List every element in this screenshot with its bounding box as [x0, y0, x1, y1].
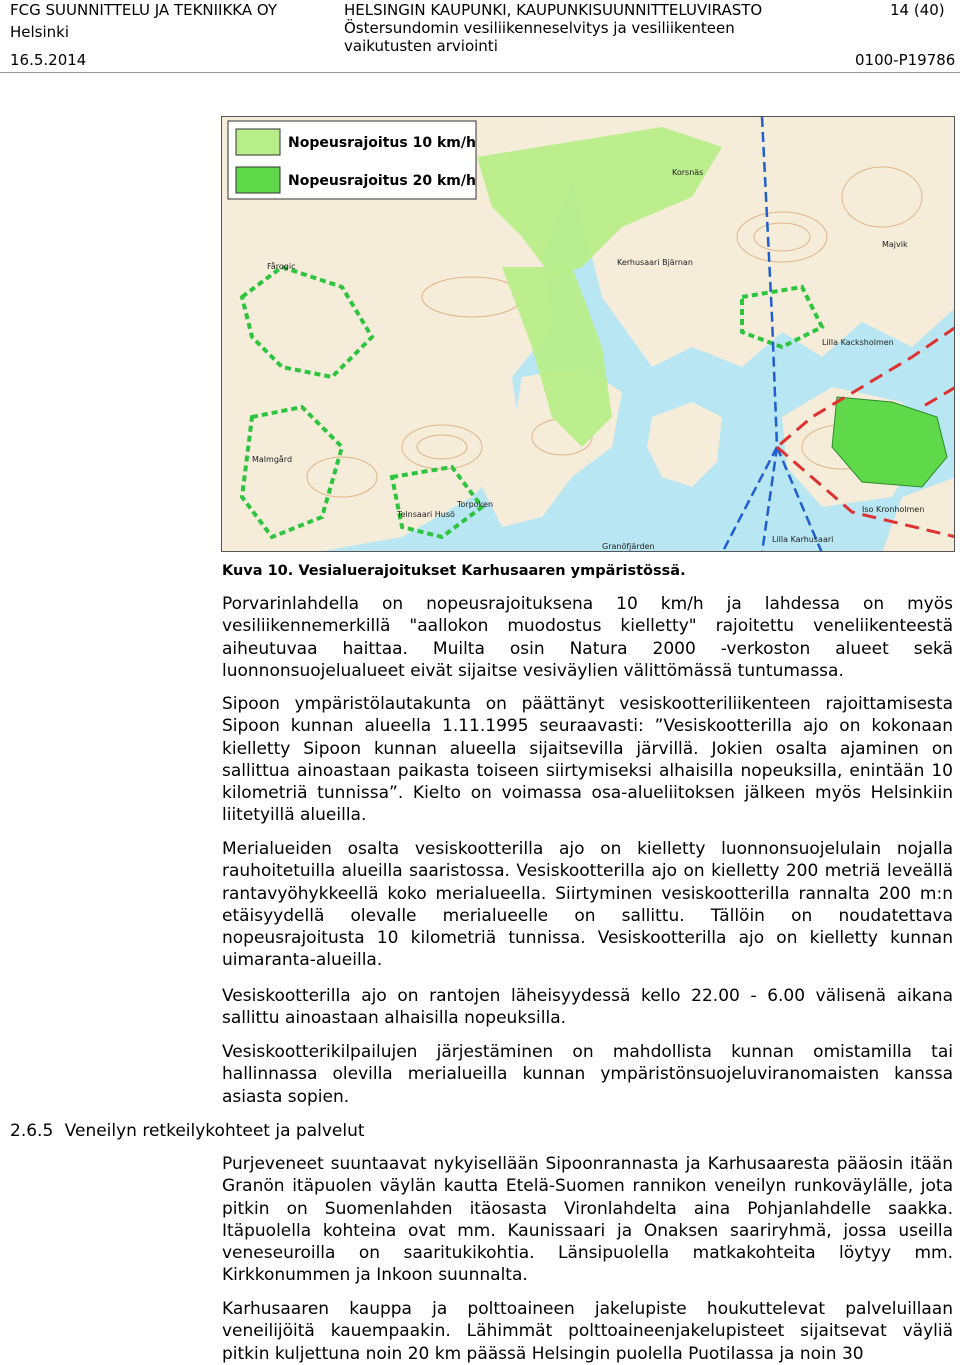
place-label: Granöfjärden [602, 542, 655, 551]
legend-label-10kmh: Nopeusrajoitus 10 km/h [288, 135, 476, 151]
legend-label-20kmh: Nopeusrajoitus 20 km/h [288, 173, 476, 189]
place-label: Telnsaari Husö [397, 510, 455, 519]
paragraph: Porvarinlahdella on nopeusrajoituksena 10 km/h ja lahdessa on myös vesiliikennemerkillä "aallokon muodostus kielletty" rajoitettu veneliikenteestä aiheutuvaa haittaa. Muilta osin Natura 2000 -verkoston alueet sekä luonnonsuojelualueet eivät sijaitse vesiväylien välittömässä tuntumassa. [222, 594, 953, 681]
place-label: Lilla Kacksholmen [822, 338, 894, 347]
header-date: 16.5.2014 [10, 51, 87, 69]
paragraph: Vesiskootterikilpailujen järjestäminen on mahdollista kunnan omistamilla tai hallinnassa olevilla merialueilla kunnan ympäristönsuojeluviranomaisten kanssa asiasta sopien. [222, 1042, 953, 1107]
header-project-line1: Östersundomin vesiliikenneselvitys ja vesiliikenteen [344, 19, 735, 37]
section-heading [10, 1120, 365, 1142]
speed-limit-map [221, 116, 955, 552]
figure-caption: Kuva 10. Vesialuerajoitukset Karhusaaren ympäristössä. [222, 563, 686, 579]
paragraph: Karhusaaren kauppa ja polttoaineen jakelupiste houkuttelevat palveluillaan veneilijöitä kauempaakin. Lähimmät polttoaineenjakelupisteet sijaitsevat väyliä pitkin kuljettuna noin 20 km päässä Helsingin puolella Puotilassa ja noin 30 [222, 1299, 953, 1364]
paragraph: Sipoon ympäristölautakunta on päättänyt vesiskootteriliikenteen rajoittamisesta Sipoon kunnan alueella 1.11.1995 seuraavasti: ”Vesiskootterilla ajo on kokonaan kielletty Sipoon kunnan alueella sijaitsevilla järvillä. Jokien osalta ajaminen on sallittua ainoastaan paikasta toiseen siirtymiseksi alhaisilla nopeuksilla, enintään 10 kilometriä tunnissa”. Kielto on voimassa osa-alueliitoksen jälkeen myös Helsinkiin liitetyillä alueilla. [222, 694, 953, 826]
section-title: Veneilyn retkeilykohteet ja palvelut [64, 1121, 365, 1141]
place-label: Torpoken [457, 500, 494, 509]
header-divider [0, 72, 960, 73]
legend-swatch-20kmh [236, 167, 280, 193]
place-label: Lilla Karhusaari [772, 535, 834, 544]
legend-swatch-10kmh [236, 129, 280, 155]
header-client: HELSINGIN KAUPUNKI, KAUPUNKISUUNNITTELUVIRASTO [344, 1, 763, 19]
header-doc-id: 0100-P19786 [855, 51, 956, 69]
header-page-number: 14 (40) [890, 1, 945, 19]
header-company: FCG SUUNNITTELU JA TEKNIIKKA OY [10, 1, 278, 19]
map-legend [228, 121, 476, 199]
place-label: Korsnäs [672, 168, 704, 177]
place-label: Malmgård [252, 455, 293, 464]
paragraph: Purjeveneet suuntaavat nykyisellään Sipoonrannasta ja Karhusaaresta pääosin itään Granön itäpuolen väylän kautta Etelä-Suomen rannikon veneilyn runkoväylälle, jota pitkin on Suomenlahden itäosasta Vironlahdelta aina Pohjanlahdelle saakka. Itäpuolella kohteina ovat mm. Kaunissaari ja Onaksen saariryhmä, jossa useilla veneseuroilla on saaritukikohtia. Länsipuolella matkakohteita löytyy mm. Kirkkonummen ja Inkoon suunnalta. [222, 1154, 953, 1286]
header-city: Helsinki [10, 23, 70, 41]
header-project-line2: vaikutusten arviointi [344, 37, 498, 55]
place-label: Iso Kronholmen [862, 505, 925, 514]
place-label: Kerhusaari Bjärnan [617, 258, 693, 267]
place-label: Majvik [882, 240, 908, 249]
paragraph: Merialueiden osalta vesiskootterilla ajo on kielletty luonnonsuojelulain nojalla rauhoitetuilla alueilla saaristossa. Vesiskootterilla ajo on kielletty 200 metriä leveällä rantavyöhykkeellä koko merialueella. Siirtyminen vesiskootterilla rannalta 200 m:n etäisyydellä olevalle merialueelle on sallittu. Tällöin on noudatettava nopeusrajoitusta 10 kilometriä tunnissa. Vesiskootterilla ajo on kielletty kunnan uimaranta-alueilla. [222, 839, 953, 971]
place-label: Fårogic [267, 262, 296, 271]
section-number: 2.6.5 [10, 1121, 54, 1141]
paragraph: Vesiskootterilla ajo on rantojen läheisyydessä kello 22.00 - 6.00 välisenä aikana sallittu ainoastaan alhaisilla nopeuksilla. [222, 986, 953, 1029]
